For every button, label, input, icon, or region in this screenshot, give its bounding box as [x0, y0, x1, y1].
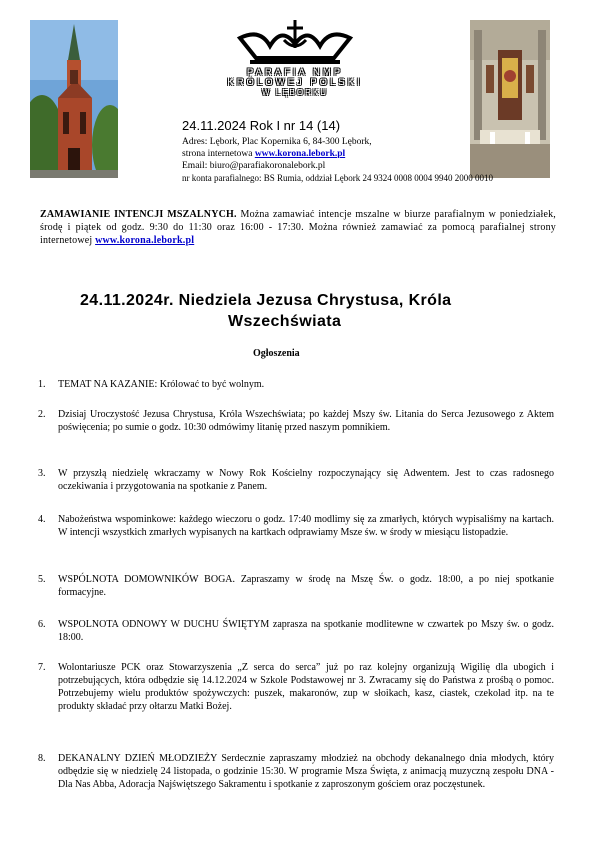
logo-text-line3: W LĘBORKU	[261, 88, 328, 97]
mass-intentions-notice	[40, 208, 556, 247]
mass-intentions-title: ZAMAWIANIE INTENCJI MSZALNYCH.	[40, 209, 237, 220]
announcement-item	[38, 752, 558, 791]
announcement-item	[38, 618, 558, 644]
announcement-text: TEMAT NA KAZANIE: Królować to być wolnym.	[58, 379, 265, 390]
announcement-item	[38, 467, 558, 493]
website-link[interactable]: www.korona.lebork.pl	[254, 149, 346, 159]
announcement-text: Nabożeństwa wspominkowe: każdego wieczoru o godz. 17:40 modlimy się za zmarłych, których wypisaliśmy na kartach. W intencji wszystkich zmarłych wypisanych na kartkach odprawiamy Msze św. w środy w miesiącu listopadzie.	[58, 514, 554, 538]
parish-logo	[180, 18, 410, 128]
announcement-text: WSPÓLNOTA DOMOWNIKÓW BOGA. Zapraszamy w środę na Mszę Św. o godz. 18:00, a po niej spotkanie formacyjne.	[58, 574, 554, 598]
email-line: Email: biuro@parafiakoronalebork.pl	[182, 161, 326, 171]
announcement-text: W przyszłą niedzielę wkraczamy w Nowy Rok Kościelny rozpoczynający się Adwentem. Jest to czas radosnego oczekiwania i przygotowania na spotkanie z Panem.	[58, 468, 554, 492]
announcement-text: Wolontariusze PCK oraz Stowarzyszenia „Z serca do serca” już po raz kolejny organizują Wigilię dla ubogich i potrzebujących, która odbędzie się 14.12.2024 w Szkole Podstawowej nr 3. Zwracamy się do Państwa z prośbą o pomoc. Potrzebujemy wielu produktów spożywczych: puszek, makaronów, zup w słoikach, kasz, ciastek, czekolad itp. na te produkty składać przy ołtarzu Matki Bożej.	[58, 662, 554, 712]
announcement-item	[38, 661, 558, 713]
crown-cross-icon	[230, 18, 360, 68]
announcement-number: 5.	[38, 574, 46, 585]
page-title	[80, 290, 520, 332]
issue-number: 24.11.2024 Rok I nr 14 (14)	[182, 118, 341, 133]
announcement-number: 3.	[38, 468, 46, 479]
announcement-item	[38, 573, 558, 599]
intro-website-link[interactable]: www.korona.lebork.pl	[95, 235, 195, 246]
logo-text-line2: KRÓLOWEJ POLSKI	[227, 77, 363, 88]
announcement-number: 8.	[38, 753, 46, 764]
page-title-line1: 24.11.2024r. Niedziela Jezusa Chrystusa, Króla	[80, 292, 452, 309]
announcement-text: DEKANALNY DZIEŃ MŁODZIEŻY Serdecznie zapraszamy młodzież na obchody dekanalnego dnia młodych, który odbędzie się w niedzielę 24 listopada, o godzinie 15:30. W programie Msza Święta, z animacją muzyczną zespołu DNA - Dla Nas Abba, Adoracja Najświętszego Sakramentu i spotkanie z zaproszonym gościem oraz poczęstunek.	[58, 753, 554, 790]
page-title-line2: Wszechświata	[228, 313, 342, 330]
church-exterior-photo	[30, 20, 118, 178]
logo-text-line1: PARAFIA NMP	[246, 67, 344, 78]
announcement-item	[38, 408, 558, 434]
announcement-item	[38, 378, 558, 391]
announcement-number: 6.	[38, 619, 46, 630]
announcement-text: Dzisiaj Uroczystość Jezusa Chrystusa, Króla Wszechświata; po każdej Mszy św. Litania do Serca Jezusowego z Aktem poświęcenia; po sumie o godz. 10:30 odmówimy litanię przed naszym pomnikiem.	[58, 409, 554, 433]
website-line	[182, 149, 345, 160]
address-line: Adres: Lębork, Plac Kopernika 6, 84-300 Lębork,	[182, 137, 372, 147]
announcement-item	[38, 513, 558, 539]
bank-account-line: nr konta parafialnego: BS Rumia, oddział Lębork 24 9324 0008 0004 9940 2000 0010	[182, 173, 493, 183]
website-prefix: strona internetowa	[182, 149, 255, 159]
church-interior-photo	[470, 20, 550, 178]
announcements-title: Ogłoszenia	[253, 348, 300, 359]
mass-intentions-text: Można zamawiać intencje mszalne w biurze parafialnym w poniedziałek, środę i piątek od godz. 9:30 do 11:30 oraz 16:00 - 17:30. Można również zamawiać za pomocą parafialnej strony internetowej	[40, 209, 557, 246]
announcement-number: 1.	[38, 379, 46, 390]
announcement-text: WSPOLNOTA ODNOWY W DUCHU ŚWIĘTYM zaprasza na spotkanie modlitewne w czwartek po Mszy św. o godz. 18:00.	[58, 619, 554, 643]
announcement-number: 2.	[38, 409, 46, 420]
announcement-number: 4.	[38, 514, 46, 525]
announcement-number: 7.	[38, 662, 46, 673]
